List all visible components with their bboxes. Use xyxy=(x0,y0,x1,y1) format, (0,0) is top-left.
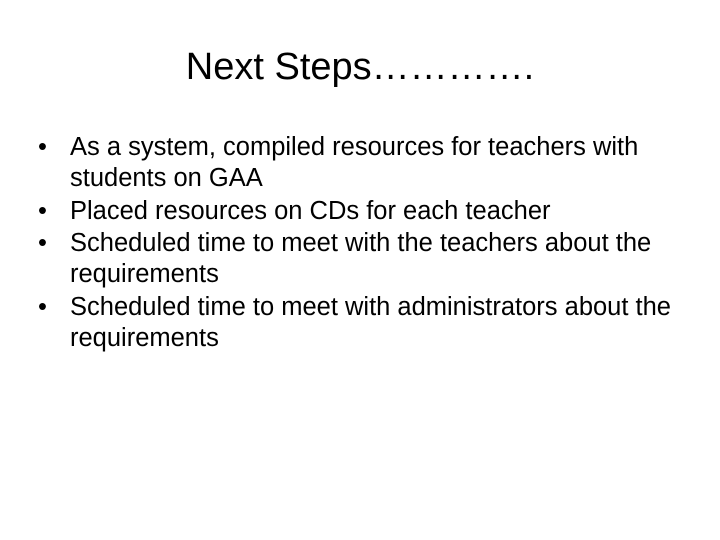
bullet-list xyxy=(36,132,686,355)
bullet-icon: • xyxy=(38,229,47,257)
bullet-icon: • xyxy=(38,196,47,225)
bullet-text: Placed resources on CDs for each teacher xyxy=(70,196,551,225)
bullet-item xyxy=(36,292,686,354)
bullet-text: Scheduled time to meet with the teachers about the requirements xyxy=(70,229,652,288)
bullet-text: As a system, compiled resources for teachers with students on GAA xyxy=(70,133,639,192)
bullet-icon: • xyxy=(38,292,47,321)
bullet-item xyxy=(36,196,686,227)
bullet-item xyxy=(36,228,686,290)
bullet-text: Scheduled time to meet with administrators about the requirements xyxy=(70,292,671,352)
slide-title: Next Steps…………. xyxy=(185,46,535,88)
bullet-icon: • xyxy=(38,133,47,161)
bullet-item xyxy=(36,132,686,194)
